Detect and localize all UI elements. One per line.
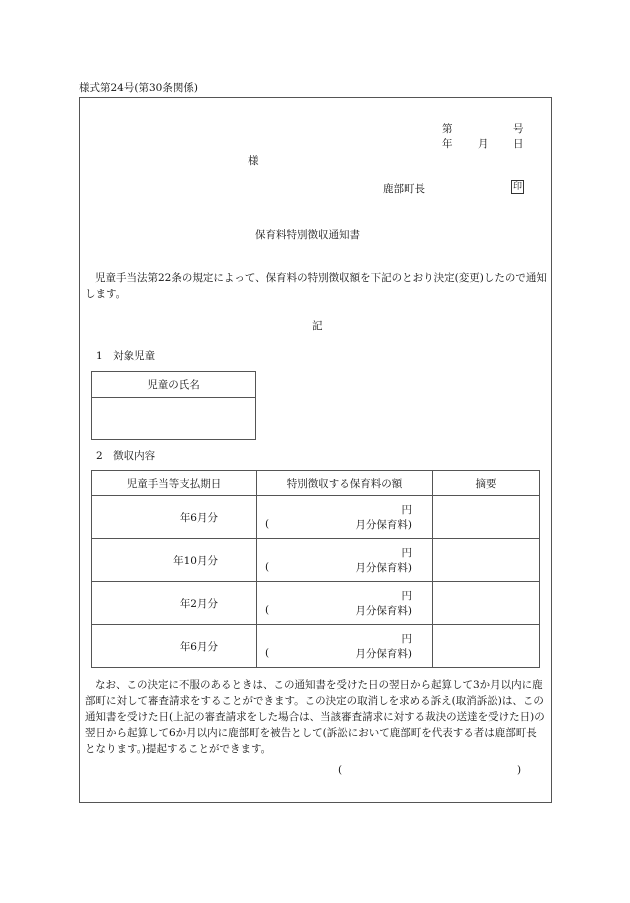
- section2-heading: 2 徴収内容: [96, 450, 156, 462]
- dai-label: 第: [442, 123, 453, 135]
- form-number: 様式第24号(第30条関係): [79, 82, 198, 94]
- table-row: [92, 539, 540, 582]
- month-fee-label: 月分保育料): [355, 562, 412, 574]
- seal-mark: 印: [512, 182, 522, 192]
- col-payment-date: 児童手当等支払期日: [92, 471, 257, 496]
- month-label: 月: [478, 138, 489, 150]
- yen-label: 円: [401, 504, 412, 516]
- child-name-header: 児童の氏名: [92, 372, 256, 398]
- remarks-cell[interactable]: [433, 539, 540, 582]
- footer-paren-open: (: [338, 764, 343, 776]
- amount-cell[interactable]: [257, 539, 433, 582]
- period-cell: 年6月分: [92, 496, 257, 539]
- yen-label: 円: [401, 547, 412, 559]
- table-row: [92, 496, 540, 539]
- paren-open: (: [265, 561, 270, 573]
- period-cell: 年10月分: [92, 539, 257, 582]
- day-label: 日: [513, 138, 524, 150]
- period-cell: 年2月分: [92, 582, 257, 625]
- recipient-sama: 様: [248, 155, 259, 167]
- table-row: [92, 582, 540, 625]
- col-remarks: 摘要: [433, 471, 540, 496]
- amount-cell[interactable]: [257, 625, 433, 668]
- gou-label: 号: [513, 123, 524, 135]
- amount-cell[interactable]: [257, 582, 433, 625]
- yen-label: 円: [401, 590, 412, 602]
- month-fee-label: 月分保育料): [355, 519, 412, 531]
- remarks-cell[interactable]: [433, 625, 540, 668]
- document-title: 保育料特別徴収通知書: [255, 229, 360, 241]
- footer-paren-close: ): [517, 764, 522, 776]
- ki-heading: 記: [312, 320, 323, 332]
- section1-heading: 1 対象児童: [96, 350, 156, 362]
- paren-open: (: [265, 647, 270, 659]
- paren-open: (: [265, 604, 270, 616]
- paren-open: (: [265, 518, 270, 530]
- child-name-cell[interactable]: [92, 398, 256, 440]
- remarks-cell[interactable]: [433, 496, 540, 539]
- month-fee-label: 月分保育料): [355, 605, 412, 617]
- col-fee-amount: 特別徴収する保育料の額: [257, 471, 433, 496]
- yen-label: 円: [401, 633, 412, 645]
- issuer-name: 鹿部町長: [383, 183, 425, 195]
- period-cell: 年6月分: [92, 625, 257, 668]
- year-label: 年: [442, 138, 453, 150]
- appeal-notice: なお、この決定に不服のあるときは、この通知書を受けた日の翌日から起算して3か月以内に鹿部町に対して審査請求をすることができます。この決定の取消しを求める訴え(取消訴訟)は、この通知書を受けた日(上記の審査請求をした場合は、当該審査請求に対する裁決の送達を受けた日)の翌日から起算して6か月以内に鹿部町を被告として(訴訟において鹿部町を代表する者は鹿部町長となります。)提起することができます。: [85, 679, 545, 755]
- child-name-table: [91, 371, 256, 440]
- intro-paragraph: 児童手当法第22条の規定によって、保育料の特別徴収額を下記のとおり決定(変更)したので通知します。: [85, 272, 547, 300]
- remarks-cell[interactable]: [433, 582, 540, 625]
- table-row: [92, 625, 540, 668]
- amount-cell[interactable]: [257, 496, 433, 539]
- collection-table: [91, 470, 540, 668]
- month-fee-label: 月分保育料): [355, 648, 412, 660]
